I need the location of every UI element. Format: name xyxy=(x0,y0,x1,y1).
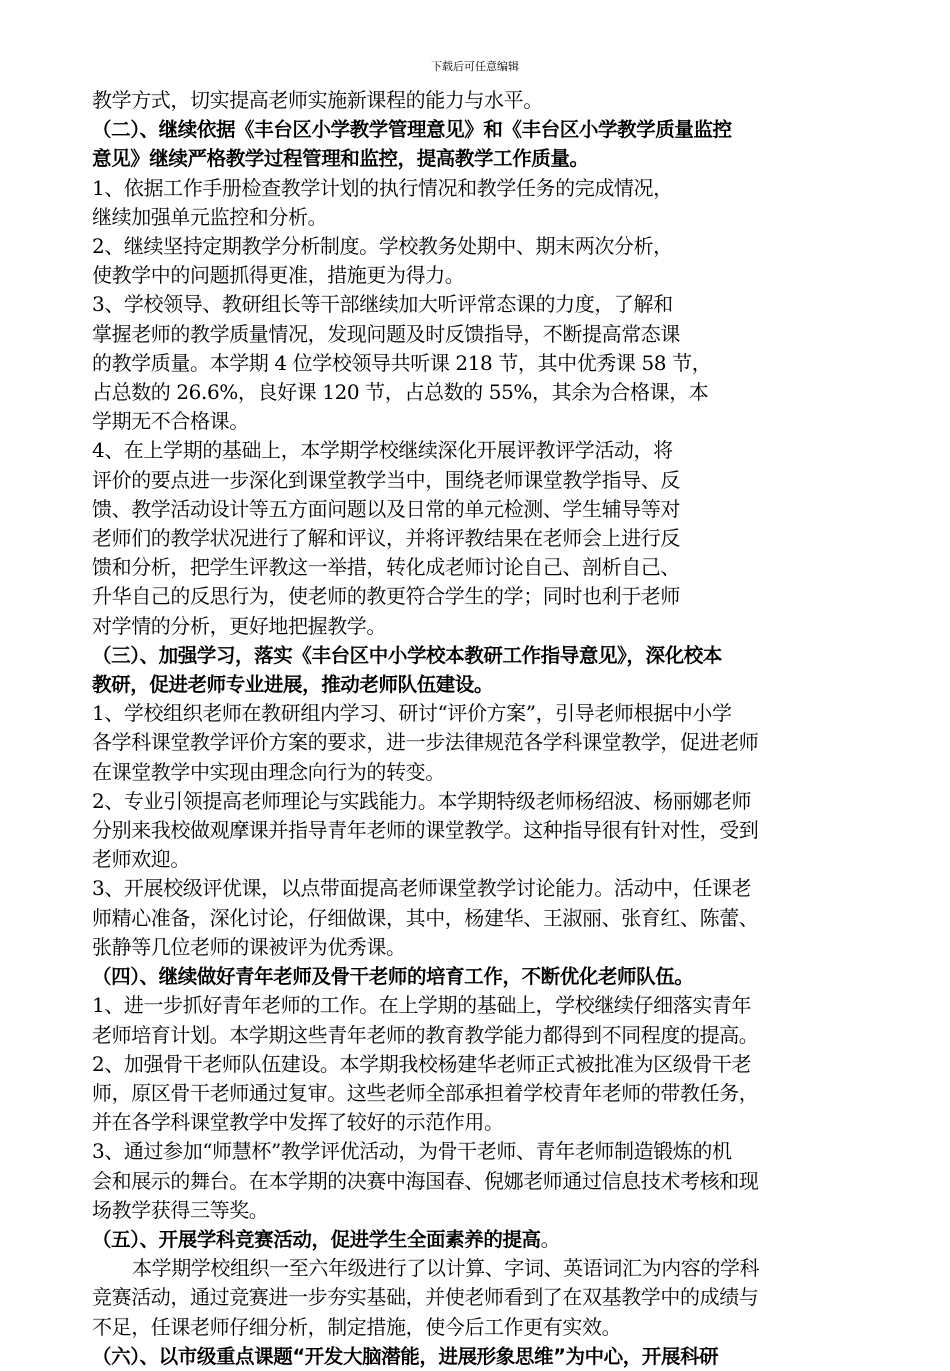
paragraph xyxy=(92,1137,862,1225)
paragraph-line: 掌握老师的教学质量情况，发现问题及时反馈指导，不断提高常态课 xyxy=(92,321,680,346)
paragraph-line: 使教学中的问题抓得更准，措施更为得力。 xyxy=(92,263,465,288)
paragraph-line: 老师们的教学状况进行了解和评议，并将评教结果在老师会上进行反 xyxy=(92,526,680,551)
paragraph-line: 升华自己的反思行为，使老师的教更符合学生的学；同时也利于老师 xyxy=(92,584,680,609)
paragraph-line: 3、开展校级评优课，以点带面提高老师课堂教学讨论能力。活动中，任课老 xyxy=(92,876,752,901)
paragraph-line: 不足，任课老师仔细分析，制定措施，使今后工作更有实效。 xyxy=(92,1314,622,1339)
paragraph xyxy=(92,1050,862,1138)
paragraph-line: 对学情的分析，更好地把握教学。 xyxy=(92,613,386,638)
paragraph-line: 的教学质量。本学期 4 位学校领导共听课 218 节，其中优秀课 58 节， xyxy=(92,350,712,375)
paragraph-line: 4、在上学期的基础上，本学期学校继续深化开展评教评学活动，将 xyxy=(92,438,673,463)
paragraph-line: 3、学校领导、教研组长等干部继续加大听评常态课的力度，了解和 xyxy=(92,292,673,317)
paragraph xyxy=(92,174,862,232)
paragraph-line: 竞赛活动，通过竞赛进一步夯实基础，并使老师看到了在双基教学中的成绩与 xyxy=(92,1285,759,1310)
paragraph-line: 教学方式，切实提高老师实施新课程的能力与水平。 xyxy=(92,88,543,112)
heading-line: （四）、继续做好青年老师及骨干老师的培育工作，不断优化老师队伍。 xyxy=(92,965,694,989)
paragraph xyxy=(92,991,862,1049)
section-heading xyxy=(92,1342,862,1371)
paragraph-line: 2、专业引领提高老师理论与实践能力。本学期特级老师杨绍波、杨丽娜老师 xyxy=(92,788,752,813)
heading-bold-text: （五）、开展学科竞赛活动，促进学生全面素养的提高 xyxy=(92,1227,541,1251)
section-heading xyxy=(92,962,862,991)
paragraph-line: 3、通过参加“师慧杯”教学评优活动，为骨干老师、青年老师制造锻炼的机 xyxy=(92,1139,732,1164)
section-heading xyxy=(92,1225,862,1254)
heading-line: （三）、加强学习，落实《丰台区中小学校本教研工作指导意见》，深化校本 xyxy=(92,643,722,667)
paragraph-line: 各学科课堂教学评价方案的要求，进一步法律规范各学科课堂教学，促进老师 xyxy=(92,730,759,755)
paragraph-line: 馈、教学活动设计等五方面问题以及日常的单元检测、学生辅导等对 xyxy=(92,496,680,521)
paragraph-line: 并在各学科课堂教学中发挥了较好的示范作用。 xyxy=(92,1110,504,1135)
paragraph-line: 老师培育计划。本学期这些青年老师的教育教学能力都得到不同程度的提高。 xyxy=(92,1022,759,1047)
section-heading xyxy=(92,641,862,699)
paragraph-line: 本学期学校组织一至六年级进行了以计算、字词、英语词汇为内容的学科 xyxy=(132,1256,760,1281)
paragraph-line: 在课堂教学中实现由理念向行为的转变。 xyxy=(92,759,445,784)
paragraph xyxy=(92,232,862,290)
paragraph xyxy=(92,436,862,640)
heading-line: （六）、以市级重点课题“开发大脑潜能，进展形象思维”为中心，开展科研 xyxy=(92,1344,719,1368)
paragraph-line: 评价的要点进一步深化到课堂教学当中，围绕老师课堂教学指导、反 xyxy=(92,467,680,492)
paragraph xyxy=(92,86,862,115)
paragraph-line: 师，原区骨干老师通过复审。这些老师全部承担着学校青年老师的带教任务， xyxy=(92,1080,759,1105)
paragraph-line: 1、进一步抓好青年老师的工作。在上学期的基础上，学校继续仔细落实青年 xyxy=(92,993,752,1018)
paragraph-line: 1、学校组织老师在教研组内学习、研讨“评价方案”，引导老师根据中小学 xyxy=(92,701,732,726)
paragraph-line: 分别来我校做观摩课并指导青年老师的课堂教学。这种指导很有针对性，受到 xyxy=(92,818,759,843)
paragraph-line: 2、加强骨干老师队伍建设。本学期我校杨建华老师正式被批准为区级骨干老 xyxy=(92,1051,752,1076)
paragraph-line: 馈和分析，把学生评教这一举措，转化成老师讨论自己、剖析自己、 xyxy=(92,555,680,580)
paragraph xyxy=(92,874,862,962)
paragraph-line: 2、继续坚持定期教学分析制度。学校教务处期中、期末两次分析， xyxy=(92,234,673,259)
paragraph xyxy=(92,1254,862,1342)
heading-line: 教研，促进老师专业进展，推动老师队伍建设。 xyxy=(92,673,494,697)
heading-tail-text: 。 xyxy=(540,1226,561,1251)
paragraph xyxy=(92,290,862,436)
paragraph-line: 占总数的 26.6%，良好课 120 节，占总数的 55%，其余为合格课，本 xyxy=(92,380,709,405)
section-heading xyxy=(92,115,862,173)
paragraph-line: 师精心准备，深化讨论，仔细做课，其中，杨建华、王淑丽、张育红、陈蕾、 xyxy=(92,905,759,930)
paragraph-line: 学期无不合格课。 xyxy=(92,409,249,434)
paragraph-line: 继续加强单元监控和分析。 xyxy=(92,204,328,229)
heading-line xyxy=(92,1225,862,1254)
paragraph-line: 1、依据工作手册检查教学计划的执行情况和教学任务的完成情况， xyxy=(92,175,673,200)
paragraph xyxy=(92,787,862,875)
paragraph-line: 张静等几位老师的课被评为优秀课。 xyxy=(92,934,406,959)
document-body xyxy=(92,86,862,1371)
page-header-note: 下载后可任意编辑 xyxy=(431,60,519,73)
paragraph-line: 老师欢迎。 xyxy=(92,847,190,872)
heading-line: 意见》继续严格教学过程管理和监控，提高教学工作质量。 xyxy=(92,147,589,171)
heading-line: （二）、继续依据《丰台区小学教学管理意见》和《丰台区小学教学质量监控 xyxy=(92,118,732,142)
paragraph xyxy=(92,699,862,787)
paragraph-line: 会和展示的舞台。在本学期的决赛中海国春、倪娜老师通过信息技术考核和现 xyxy=(92,1168,759,1193)
paragraph-line: 场教学获得三等奖。 xyxy=(92,1197,269,1222)
